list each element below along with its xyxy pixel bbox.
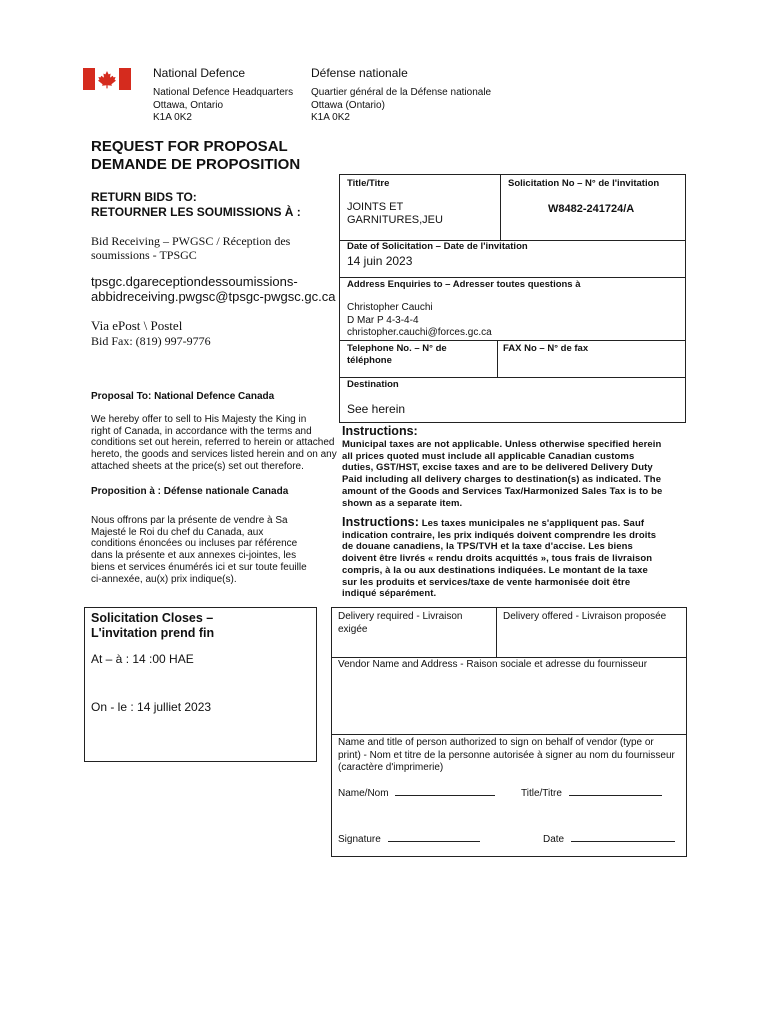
authorized-signer-label: Name and title of person authorized to sign on behalf of vendor (type or print) - Nom et titre de la personne autorisée à signer au nom du fournisseur (caractère d'imprimerie) (338, 737, 675, 773)
proposal-to-body-en: We hereby offer to sell to His Majesty the King in right of Canada, in accordance with the terms and conditions set out herein, referred to herein or attached hereto, the goods and services listed herein and on any attached sheets at the price(s) set out therefore. (91, 414, 337, 472)
instructions-body-en: Municipal taxes are not applicable. Unless otherwise specified herein all prices quoted must include all applicable Canadian customs duties, GST/HST, excise taxes and are to be delivered Delivery Duty Paid including all delivery charges to destination(s) as indicated. The amount of the Goods and Services Tax/Harmonized Sales Tax is to be shown as a separate item. (342, 439, 663, 509)
solicitation-date-value: 14 juin 2023 (347, 254, 413, 268)
department-name-fr: Défense nationale (311, 66, 408, 80)
instructions-fr: Instructions: Les taxes municipales ne s'appliquent pas. Sauf indication contraire, les prix indiqués doivent comprendre les droits de douane canadiens, la TPS/TVH et la taxe d'accise. Les biens doivent être livrés « rendu droits acquittés », tous frais de livraison compris, à la ou aux destinations indiquées. Le montant de la taxe sur les produits et services/taxe de vente harmonisée doit être indiqué séparément. (342, 515, 657, 600)
contact-info: Christopher Cauchi D Mar P 4-3-4-4 christopher.cauchi@forces.gc.ca (347, 302, 492, 338)
solicitation-date-label: Date of Solicitation – Date de l'invitation (347, 241, 528, 252)
instructions-heading-en: Instructions: (342, 424, 418, 438)
title-line[interactable] (569, 785, 662, 796)
title-value: JOINTS ET GARNITURES,JEU (347, 201, 443, 226)
bid-receiving: Bid Receiving – PWGSC / Réception des soumissions - TPSGC (91, 234, 291, 262)
page-title: REQUEST FOR PROPOSAL DEMANDE DE PROPOSITION (91, 138, 301, 173)
solicitation-number-label: Solicitation No – N° de l'invitation (508, 178, 660, 189)
solicitation-closes-heading: Solicitation Closes – L'invitation prend fin (91, 611, 215, 640)
signature-field[interactable]: Signature (338, 831, 480, 847)
bid-fax: Bid Fax: (819) 997-9776 (91, 334, 211, 348)
vendor-name-label: Vendor Name and Address - Raison sociale et adresse du fournisseur (338, 659, 648, 670)
signature-line[interactable] (388, 831, 480, 842)
delivery-required-label: Delivery required - Livraison exigée (338, 611, 463, 635)
title-field[interactable]: Title/Titre (521, 785, 662, 801)
title-label: Title/Titre (347, 178, 390, 189)
name-field[interactable]: Name/Nom (338, 785, 495, 801)
bid-via: Via ePost \ Postel (91, 318, 183, 333)
address-fr: Quartier général de la Défense nationale Ottawa (Ontario) K1A 0K2 (311, 87, 492, 123)
closing-time: At – à : 14 :00 HAE (91, 652, 194, 666)
name-line[interactable] (395, 785, 495, 796)
return-bids-heading: RETURN BIDS TO: RETOURNER LES SOUMISSIONS À : (91, 190, 301, 219)
proposal-to-heading-en: Proposal To: National Defence Canada (91, 391, 275, 402)
date-line[interactable] (571, 831, 675, 842)
proposal-to-body-fr: Nous offrons par la présente de vendre à Sa Majesté le Roi du chef du Canada, aux conditions énoncées ou incluses par référence dans la présente et aux annexes ci-jointes, les biens et services énumérés ici et sur toute feuille ci-annexée, au(x) prix indique(s). (91, 515, 307, 585)
destination-value: See herein (347, 402, 406, 416)
closing-date: On - le : 14 julliet 2023 (91, 700, 212, 714)
department-name-en: National Defence (153, 66, 246, 80)
solicitation-number-value: W8482-241724/A (548, 203, 635, 215)
address-en: National Defence Headquarters Ottawa, Ontario K1A 0K2 (153, 87, 294, 123)
canada-flag-icon (83, 68, 131, 90)
fax-label: FAX No – N° de fax (503, 343, 589, 354)
bid-email: tpsgc.dgareceptiondessoumissions- abbidreceiving.pwgsc@tpsgc-pwgsc.gc.ca (91, 274, 336, 304)
enquiries-label: Address Enquiries to – Adresser toutes questions à (347, 279, 581, 290)
proposal-to-heading-fr: Proposition à : Défense nationale Canada (91, 486, 289, 497)
date-field[interactable]: Date (543, 831, 675, 847)
telephone-label: Telephone No. – N° de téléphone (347, 343, 447, 366)
destination-label: Destination (347, 379, 399, 390)
delivery-offered-label: Delivery offered - Livraison proposée (503, 611, 667, 622)
